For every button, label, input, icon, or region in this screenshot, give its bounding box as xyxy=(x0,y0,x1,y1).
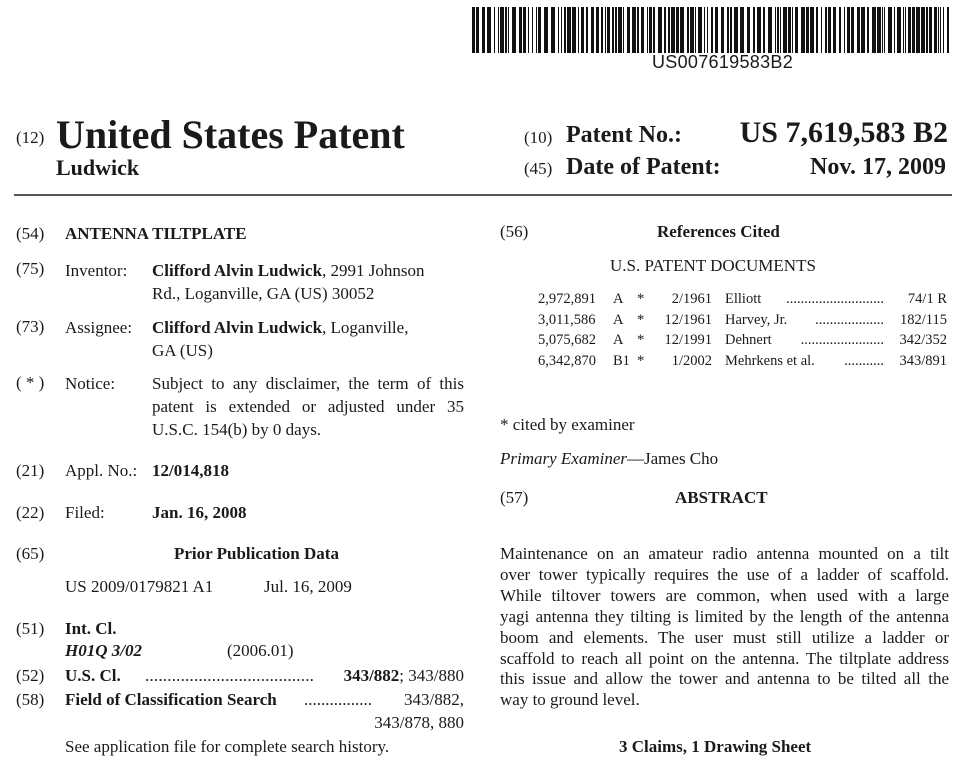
reference-class: 342/352 xyxy=(899,332,947,348)
reference-leader: ........................... xyxy=(786,291,884,307)
reference-name: Harvey, Jr. xyxy=(725,311,788,328)
barcode-bar xyxy=(816,7,818,53)
inid-code-10: (10) xyxy=(524,128,553,147)
abstract-line: yagi antenna they tilting is limited by the length of the antenna xyxy=(500,606,949,626)
barcode-bar xyxy=(926,7,928,53)
inid-code-73: (73) xyxy=(16,317,45,336)
barcode-bar xyxy=(664,7,666,53)
barcode-bar xyxy=(512,7,516,53)
reference-kind: A xyxy=(613,311,624,328)
barcode-bar xyxy=(801,7,805,53)
barcode-bar xyxy=(523,7,526,53)
assignee-address-1: , Loganville, xyxy=(322,318,409,337)
barcode-bar xyxy=(825,7,827,53)
inventor-label: Inventor: xyxy=(65,261,128,280)
barcode-number: US007619583B2 xyxy=(652,52,794,72)
barcode-bar xyxy=(777,7,779,53)
field-search-value-1: 343/882, xyxy=(404,690,464,709)
barcode-bar xyxy=(780,7,781,53)
assignee-line-1 xyxy=(152,318,408,338)
int-cl-label: Int. Cl. xyxy=(65,619,117,638)
barcode-bar xyxy=(596,7,599,53)
notice-code: ( * ) xyxy=(16,373,45,392)
barcode-bar xyxy=(934,7,937,53)
reference-kind: B1 xyxy=(613,352,630,369)
barcode-bar xyxy=(903,7,904,53)
inid-code-56: (56) xyxy=(500,222,529,241)
application-number: 12/014,818 xyxy=(152,461,229,480)
barcode-bar xyxy=(561,7,562,53)
barcode-bar xyxy=(867,7,869,53)
barcode-bar xyxy=(572,7,576,53)
reference-date: 12/1991 xyxy=(664,332,712,348)
barcode-bar xyxy=(847,7,850,53)
claims-summary: 3 Claims, 1 Drawing Sheet xyxy=(619,737,812,756)
int-cl-year: (2006.01) xyxy=(227,641,294,660)
filed-date: Jan. 16, 2008 xyxy=(152,503,247,522)
barcode-bar xyxy=(943,7,944,53)
reference-kind: A xyxy=(613,332,624,348)
field-search-label: Field of Classification Search xyxy=(65,690,277,709)
barcode-bar xyxy=(753,7,755,53)
barcode-bar xyxy=(921,7,925,53)
prior-publication-number: US 2009/0179821 A1 xyxy=(65,577,214,596)
barcode-bar xyxy=(647,7,648,53)
us-cl-primary: 343/882 xyxy=(343,666,400,685)
barcode-bar xyxy=(519,7,522,53)
barcode-bar xyxy=(627,7,630,53)
barcode-bar xyxy=(940,7,941,53)
barcode-bar xyxy=(544,7,548,53)
inventor-address-2: Rd., Loganville, GA (US) 30052 xyxy=(152,284,375,303)
barcode-bar xyxy=(828,7,831,53)
barcode-bar xyxy=(905,7,906,53)
barcode-bar xyxy=(730,7,732,53)
date-of-patent: Nov. 17, 2009 xyxy=(809,154,946,180)
barcode-bar xyxy=(505,7,507,53)
primary-examiner-name: —James Cho xyxy=(627,449,719,468)
field-search-value-2: 343/878, 880 xyxy=(374,713,464,732)
reference-name: Elliott xyxy=(725,291,762,307)
barcode-bar xyxy=(676,7,679,53)
barcode-bar xyxy=(872,7,876,53)
barcode-bar xyxy=(916,7,920,53)
barcode-bar xyxy=(641,7,644,53)
invention-title: ANTENNA TILTPLATE xyxy=(65,224,247,243)
barcode-bar xyxy=(472,7,475,53)
barcode-bar xyxy=(740,7,744,53)
barcode-bar xyxy=(653,7,655,53)
barcode-bar xyxy=(806,7,809,53)
barcode-bar xyxy=(649,7,652,53)
barcode-bar xyxy=(947,7,949,53)
application-number-label: Appl. No.: xyxy=(65,461,138,480)
barcode-bar xyxy=(637,7,639,53)
reference-star: * xyxy=(637,332,645,348)
barcode-bar xyxy=(482,7,485,53)
reference-number: 5,075,682 xyxy=(538,332,596,348)
inid-code-65: (65) xyxy=(16,544,45,563)
inid-code-22: (22) xyxy=(16,503,45,522)
barcode-bar xyxy=(757,7,761,53)
barcode-bar xyxy=(578,7,579,53)
barcode-bar xyxy=(500,7,504,53)
inid-code-75: (75) xyxy=(16,259,45,278)
us-patent-documents-heading: U.S. PATENT DOCUMENTS xyxy=(610,256,816,275)
reference-star: * xyxy=(637,291,645,307)
primary-examiner xyxy=(500,449,718,469)
barcode-bar xyxy=(734,7,738,53)
barcode-bar xyxy=(839,7,841,53)
inventor-line-1 xyxy=(152,261,425,281)
barcode-bar xyxy=(861,7,865,53)
reference-star: * xyxy=(637,311,645,328)
barcode-bar xyxy=(508,7,509,53)
inid-code-54: (54) xyxy=(16,224,45,243)
inid-code-51: (51) xyxy=(16,619,45,638)
barcode-bar xyxy=(498,7,499,53)
notice-line-3: U.S.C. 154(b) by 0 days. xyxy=(152,420,322,439)
primary-examiner-label: Primary Examiner xyxy=(500,449,628,468)
prior-publication-title: Prior Publication Data xyxy=(174,544,339,563)
barcode-bar xyxy=(601,7,603,53)
barcode-bar xyxy=(711,7,713,53)
barcode-bar xyxy=(775,7,776,53)
barcode-bar xyxy=(795,7,798,53)
inid-code-52: (52) xyxy=(16,666,45,685)
reference-date: 1/2002 xyxy=(671,352,712,369)
barcode-bar xyxy=(908,7,911,53)
references-cited-title: References Cited xyxy=(657,222,780,241)
inid-code-57: (57) xyxy=(500,488,529,507)
reference-date: 12/1961 xyxy=(664,311,712,328)
barcode-bar xyxy=(668,7,670,53)
notice-line-2: patent is extended or adjusted under 35 xyxy=(152,397,464,416)
abstract-line: While tiltover towers are common, when used with a large xyxy=(500,585,949,605)
barcode-bar xyxy=(687,7,689,53)
barcode-bar xyxy=(690,7,694,53)
reference-name: Mehrkens et al. xyxy=(725,352,815,369)
abstract-line: Maintenance on an amateur radio antenna mounted on a tilt xyxy=(500,544,949,563)
reference-kind: A xyxy=(613,291,624,307)
prior-publication-date: Jul. 16, 2009 xyxy=(264,577,352,596)
barcode-bar xyxy=(538,7,541,53)
us-cl-label: U.S. Cl. xyxy=(65,666,121,685)
field-search-leader: ................ xyxy=(304,690,372,709)
barcode-bar xyxy=(564,7,566,53)
barcode-bar xyxy=(929,7,932,53)
assignee-name: Clifford Alvin Ludwick xyxy=(152,318,323,337)
barcode-bar xyxy=(768,7,772,53)
barcode-bar xyxy=(698,7,702,53)
cited-by-examiner-note: * cited by examiner xyxy=(500,415,635,434)
barcode-bar xyxy=(851,7,854,53)
barcode-bar xyxy=(821,7,822,53)
barcode-bar xyxy=(612,7,614,53)
us-cl-secondary: ; 343/880 xyxy=(399,666,464,685)
abstract-line: scaffold to reach all point on the antenna. The tiltplate address xyxy=(500,648,949,668)
inid-code-58: (58) xyxy=(16,690,45,709)
barcode-bar xyxy=(833,7,836,53)
abstract-line: boom and elements. The user must still utilize a ladder or xyxy=(500,627,949,647)
barcode xyxy=(472,7,950,53)
barcode-bar xyxy=(792,7,793,53)
abstract-line: this issue and allow the tower and antenna to be tilted all the xyxy=(500,669,949,689)
notice-label: Notice: xyxy=(65,374,116,393)
reference-leader: ........... xyxy=(844,352,884,369)
patent-title: United States Patent xyxy=(56,112,405,157)
patent-number: US 7,619,583 B2 xyxy=(739,116,948,149)
patent-number-label: Patent No.: xyxy=(566,122,682,148)
barcode-bar xyxy=(487,7,491,53)
barcode-bar xyxy=(658,7,662,53)
barcode-bar xyxy=(632,7,636,53)
reference-number: 2,972,891 xyxy=(538,291,596,307)
us-cl-value xyxy=(344,666,464,686)
barcode-bar xyxy=(938,7,939,53)
barcode-bar xyxy=(618,7,622,53)
inventor-surname: Ludwick xyxy=(56,155,140,180)
inid-code-45: (45) xyxy=(524,159,553,178)
inid-code-21: (21) xyxy=(16,461,45,480)
reference-star: * xyxy=(637,352,645,369)
int-cl-class: H01Q 3/02 xyxy=(65,641,142,660)
reference-name: Dehnert xyxy=(725,332,772,348)
barcode-bar xyxy=(810,7,814,53)
reference-class: 343/891 xyxy=(899,352,947,369)
filed-label: Filed: xyxy=(65,503,105,522)
reference-date: 2/1961 xyxy=(671,291,712,307)
barcode-bar xyxy=(591,7,594,53)
barcode-bar xyxy=(882,7,883,53)
reference-class: 182/115 xyxy=(900,311,947,328)
barcode-bar xyxy=(528,7,529,53)
barcode-bar xyxy=(581,7,584,53)
barcode-bar xyxy=(747,7,750,53)
barcode-bar xyxy=(877,7,881,53)
reference-class: 74/1 R xyxy=(907,291,947,307)
abstract-line: way to ground level. xyxy=(500,690,640,710)
barcode-bar xyxy=(671,7,675,53)
abstract-line: over tower typically requires the use of a ladder of scaffold. xyxy=(500,564,949,584)
reference-leader: ................... xyxy=(815,311,884,328)
barcode-bar xyxy=(605,7,606,53)
barcode-bar xyxy=(476,7,479,53)
barcode-bar xyxy=(844,7,845,53)
inventor-name: Clifford Alvin Ludwick xyxy=(152,261,323,280)
barcode-bar xyxy=(586,7,588,53)
barcode-bar xyxy=(783,7,787,53)
barcode-bar xyxy=(567,7,571,53)
barcode-bar xyxy=(888,7,892,53)
barcode-bar xyxy=(536,7,537,53)
search-history-note: See application file for complete search history. xyxy=(65,737,390,756)
barcode-bar xyxy=(707,7,708,53)
barcode-bar xyxy=(532,7,533,53)
inventor-address-1: , 2991 Johnson xyxy=(322,261,425,280)
reference-leader: ....................... xyxy=(800,332,884,348)
date-of-patent-label: Date of Patent: xyxy=(566,154,721,180)
assignee-label: Assignee: xyxy=(65,318,133,337)
inid-code-12: (12) xyxy=(16,128,45,147)
barcode-bar xyxy=(897,7,901,53)
reference-number: 3,011,586 xyxy=(538,311,596,328)
barcode-bar xyxy=(607,7,610,53)
barcode-bar xyxy=(788,7,791,53)
barcode-bar xyxy=(551,7,555,53)
barcode-bar xyxy=(715,7,718,53)
barcode-bar xyxy=(721,7,724,53)
barcode-bar xyxy=(894,7,895,53)
barcode-bar xyxy=(680,7,684,53)
notice-line-1: Subject to any disclaimer, the term of this xyxy=(152,374,464,393)
header-divider xyxy=(14,194,952,196)
barcode-bar xyxy=(558,7,559,53)
barcode-bar xyxy=(912,7,915,53)
barcode-bar xyxy=(727,7,729,53)
us-cl-leader: ...................................... xyxy=(145,666,315,685)
barcode-bar xyxy=(857,7,860,53)
barcode-bar xyxy=(615,7,617,53)
assignee-address-2: GA (US) xyxy=(152,341,213,360)
barcode-bar xyxy=(763,7,765,53)
reference-number: 6,342,870 xyxy=(538,352,596,369)
barcode-bar xyxy=(695,7,696,53)
abstract-title: ABSTRACT xyxy=(675,488,768,507)
barcode-bar xyxy=(494,7,495,53)
barcode-bar xyxy=(623,7,624,53)
barcode-bar xyxy=(884,7,885,53)
barcode-bar xyxy=(704,7,705,53)
